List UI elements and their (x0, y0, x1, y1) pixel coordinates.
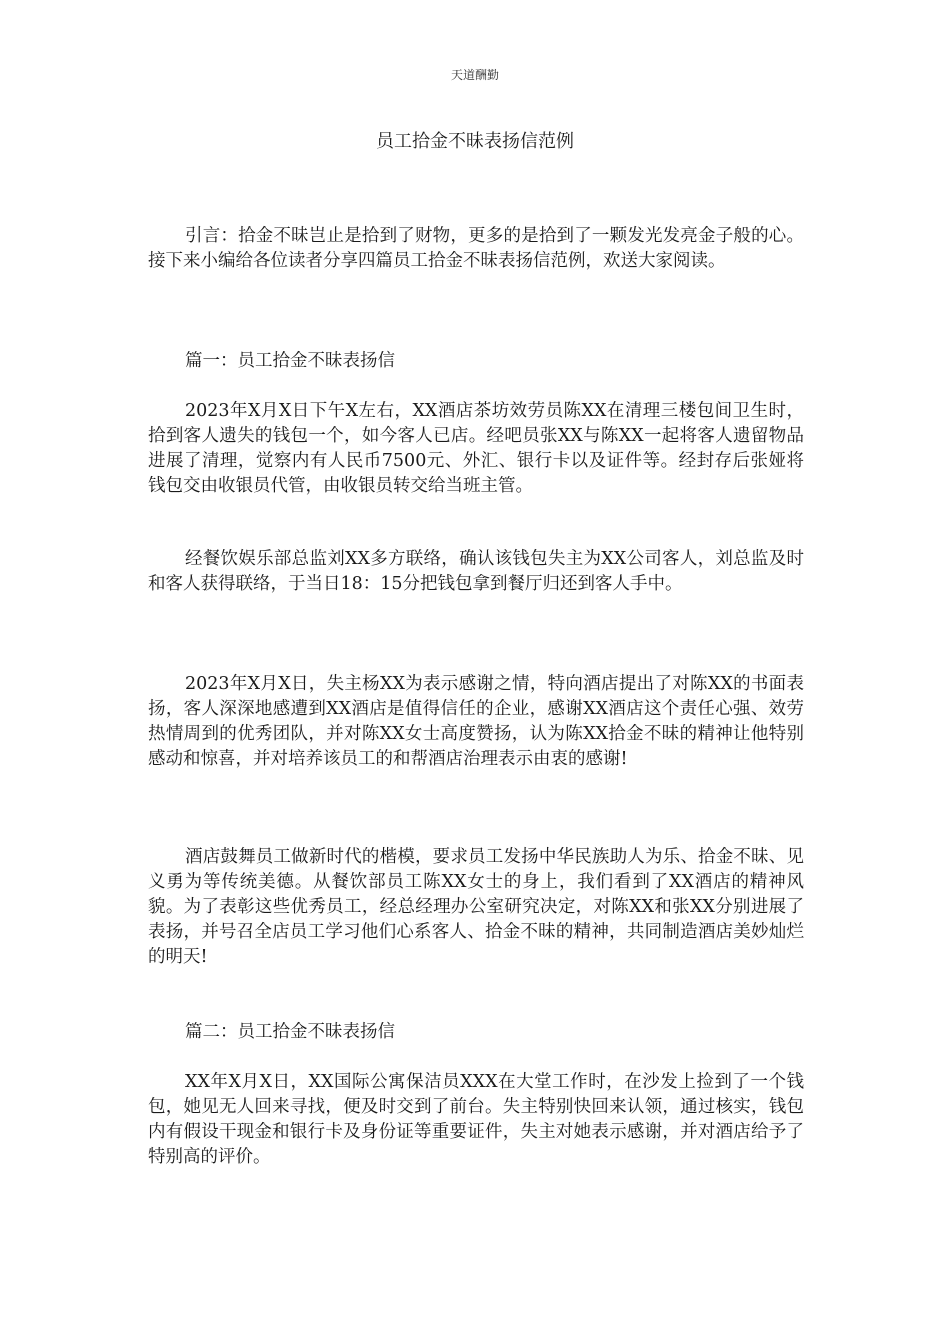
section2-paragraph-1: XX年X月X日，XX国际公寓保洁员XXX在大堂工作时，在沙发上捡到了一个钱包，她见无人回来寻找，便及时交到了前台。失主特别快回来认领，通过核实，钱包内有假设干现金和银行卡及身份证等重要证件，失主对她表示感谢，并对酒店给予了特别高的评价。 (148, 1072, 804, 1167)
section1-paragraph-3: 2023年X月X日，失主杨XX为表示感谢之情，特向酒店提出了对陈XX的书面表扬，客人深深地感遭到XX酒店是值得信任的企业，感谢XX酒店这个责任心强、效劳热情周到的优秀团队，并对陈XX女士高度赞扬，认为陈XX拾金不昧的精神让他特别感动和惊喜，并对培养该员工的和帮酒店治理表示由衷的感谢! (148, 674, 804, 769)
section2-heading: 篇二：员工拾金不昧表扬信 (185, 1022, 395, 1042)
running-header: 天道酬勤 (450, 68, 499, 82)
document-title: 员工拾金不昧表扬信范例 (376, 131, 574, 152)
section1-paragraph-4: 酒店鼓舞员工做新时代的楷模，要求员工发扬中华民族助人为乐、拾金不昧、见义勇为等传统美德。从餐饮部员工陈XX女士的身上，我们看到了XX酒店的精神风貌。为了表彰这些优秀员工，经总经理办公室研究决定，对陈XX和张XX分别进展了表扬，并号召全店员工学习他们心系客人、拾金不昧的精神，共同制造酒店美妙灿烂的明天! (148, 847, 804, 967)
section1-heading: 篇一：员工拾金不昧表扬信 (185, 351, 395, 371)
intro-paragraph: 引言：拾金不昧岂止是拾到了财物，更多的是拾到了一颗发光发亮金子般的心。接下来小编给各位读者分享四篇员工拾金不昧表扬信范例，欢送大家阅读。 (148, 226, 804, 271)
section1-paragraph-1: 2023年X月X日下午X左右，XX酒店茶坊效劳员陈XX在清理三楼包间卫生时，拾到客人遗失的钱包一个，如今客人已店。经吧员张XX与陈XX一起将客人遗留物品进展了清理，觉察内有人民币7500元、外汇、银行卡以及证件等。经封存后张娅将钱包交由收银员代管，由收银员转交给当班主管。 (148, 401, 804, 496)
section1-paragraph-2: 经餐饮娱乐部总监刘XX多方联络，确认该钱包失主为XX公司客人，刘总监及时和客人获得联络，于当日18：15分把钱包拿到餐厅归还到客人手中。 (148, 549, 804, 594)
